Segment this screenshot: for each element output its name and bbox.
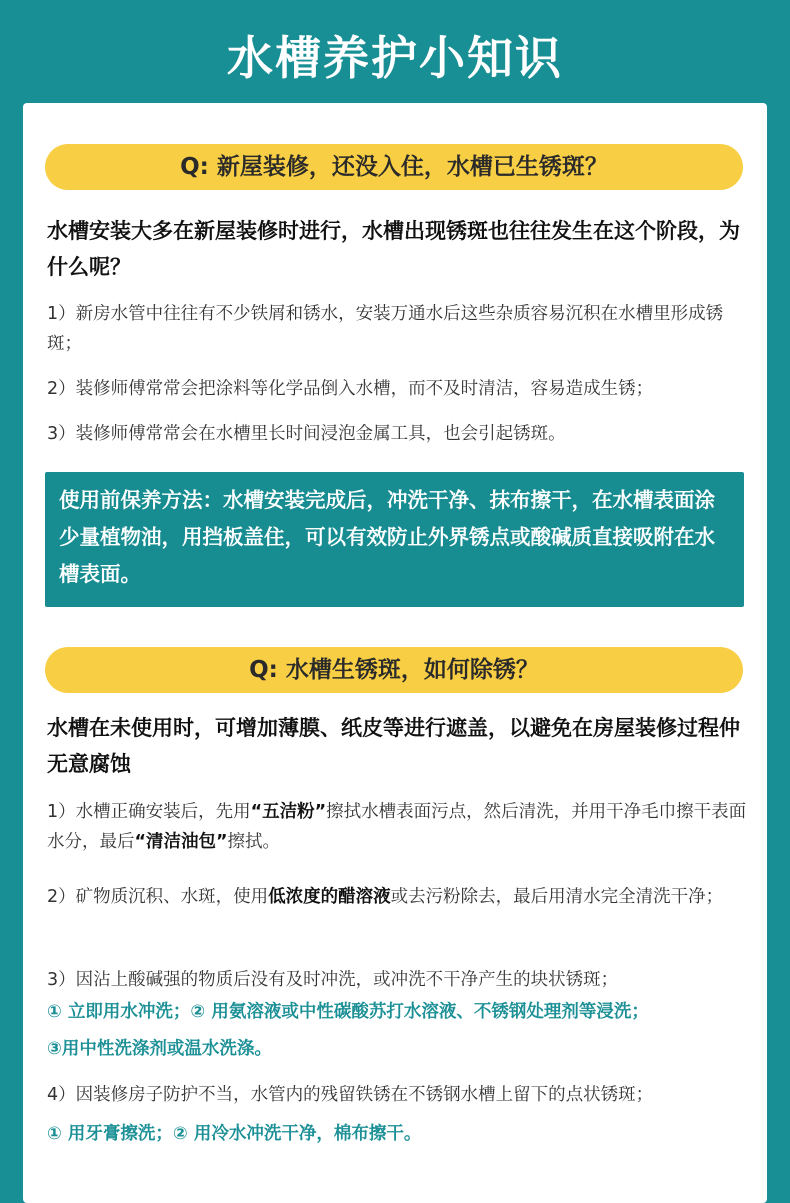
question-banner-2: Q: 水槽生锈斑，如何除锈？ <box>45 647 743 693</box>
question-banner-1: Q: 新屋装修，还没入住，水槽已生锈斑？ <box>45 144 743 190</box>
page-title: 水槽养护小知识 <box>227 31 563 85</box>
product-name-oil-pack: “清洁油包” <box>134 832 228 852</box>
section2-item-3-solution-2: ③用中性洗涤剂或温水洗涤。 <box>47 1039 272 1059</box>
product-name-wujiefen: “五洁粉” <box>250 802 327 822</box>
section1-item-1: 1）新房水管中往往有不少铁屑和锈水，安装万通水后这些杂质容易沉积在水槽里形成锈斑； <box>47 304 724 354</box>
content-card <box>23 103 767 1203</box>
item1-text-e: 擦拭。 <box>227 832 281 852</box>
section1-item-3: 3）装修师傅常常会在水槽里长时间浸泡金属工具，也会引起锈斑。 <box>47 424 566 444</box>
item2-text-c: 或去污粉除去，最后用清水完全清洗干净； <box>390 887 724 907</box>
vinegar-solution-highlight: 低浓度的醋溶液 <box>268 887 391 907</box>
section2-item-2 <box>47 882 747 912</box>
section2-item-3: 3）因沾上酸碱强的物质后没有及时冲洗，或冲洗不干净产生的块状锈斑； <box>47 970 619 990</box>
section2-item-1 <box>47 797 747 857</box>
item1-text-c: 擦拭水槽表面污点，然后清洗，并用干净毛巾擦干表面水分，最后 <box>47 802 747 852</box>
item1-text-a: 1）水槽正确安装后，先用 <box>47 802 251 822</box>
section2-item-4: 4）因装修房子防护不当，水管内的残留铁锈在不锈钢水槽上留下的点状锈斑； <box>47 1085 654 1105</box>
section1-item-2: 2）装修师傅常常会把涂料等化学品倒入水槽，而不及时清洁，容易造成生锈； <box>47 379 654 399</box>
section2-item-3-solution-1: ① 立即用水冲洗；② 用氨溶液或中性碳酸苏打水溶液、不锈钢处理剂等浸洗； <box>47 1002 649 1022</box>
section1-lead: 水槽安装大多在新屋装修时进行，水槽出现锈斑也往往发生在这个阶段，为什么呢？ <box>47 219 740 279</box>
section2-lead: 水槽在未使用时，可增加薄膜、纸皮等进行遮盖，以避免在房屋装修过程仲无意腐蚀 <box>47 716 740 776</box>
section2-item-4-solution: ① 用牙膏擦洗；② 用冷水冲洗干净，棉布擦干。 <box>47 1124 422 1144</box>
maintenance-tip-box: 使用前保养方法：水槽安装完成后，冲洗干净、抹布擦干，在水槽表面涂少量植物油，用挡板盖住，可以有效防止外界锈点或酸碱质直接吸附在水槽表面。 <box>45 472 744 607</box>
item2-text-a: 2）矿物质沉积、水斑，使用 <box>47 887 269 907</box>
